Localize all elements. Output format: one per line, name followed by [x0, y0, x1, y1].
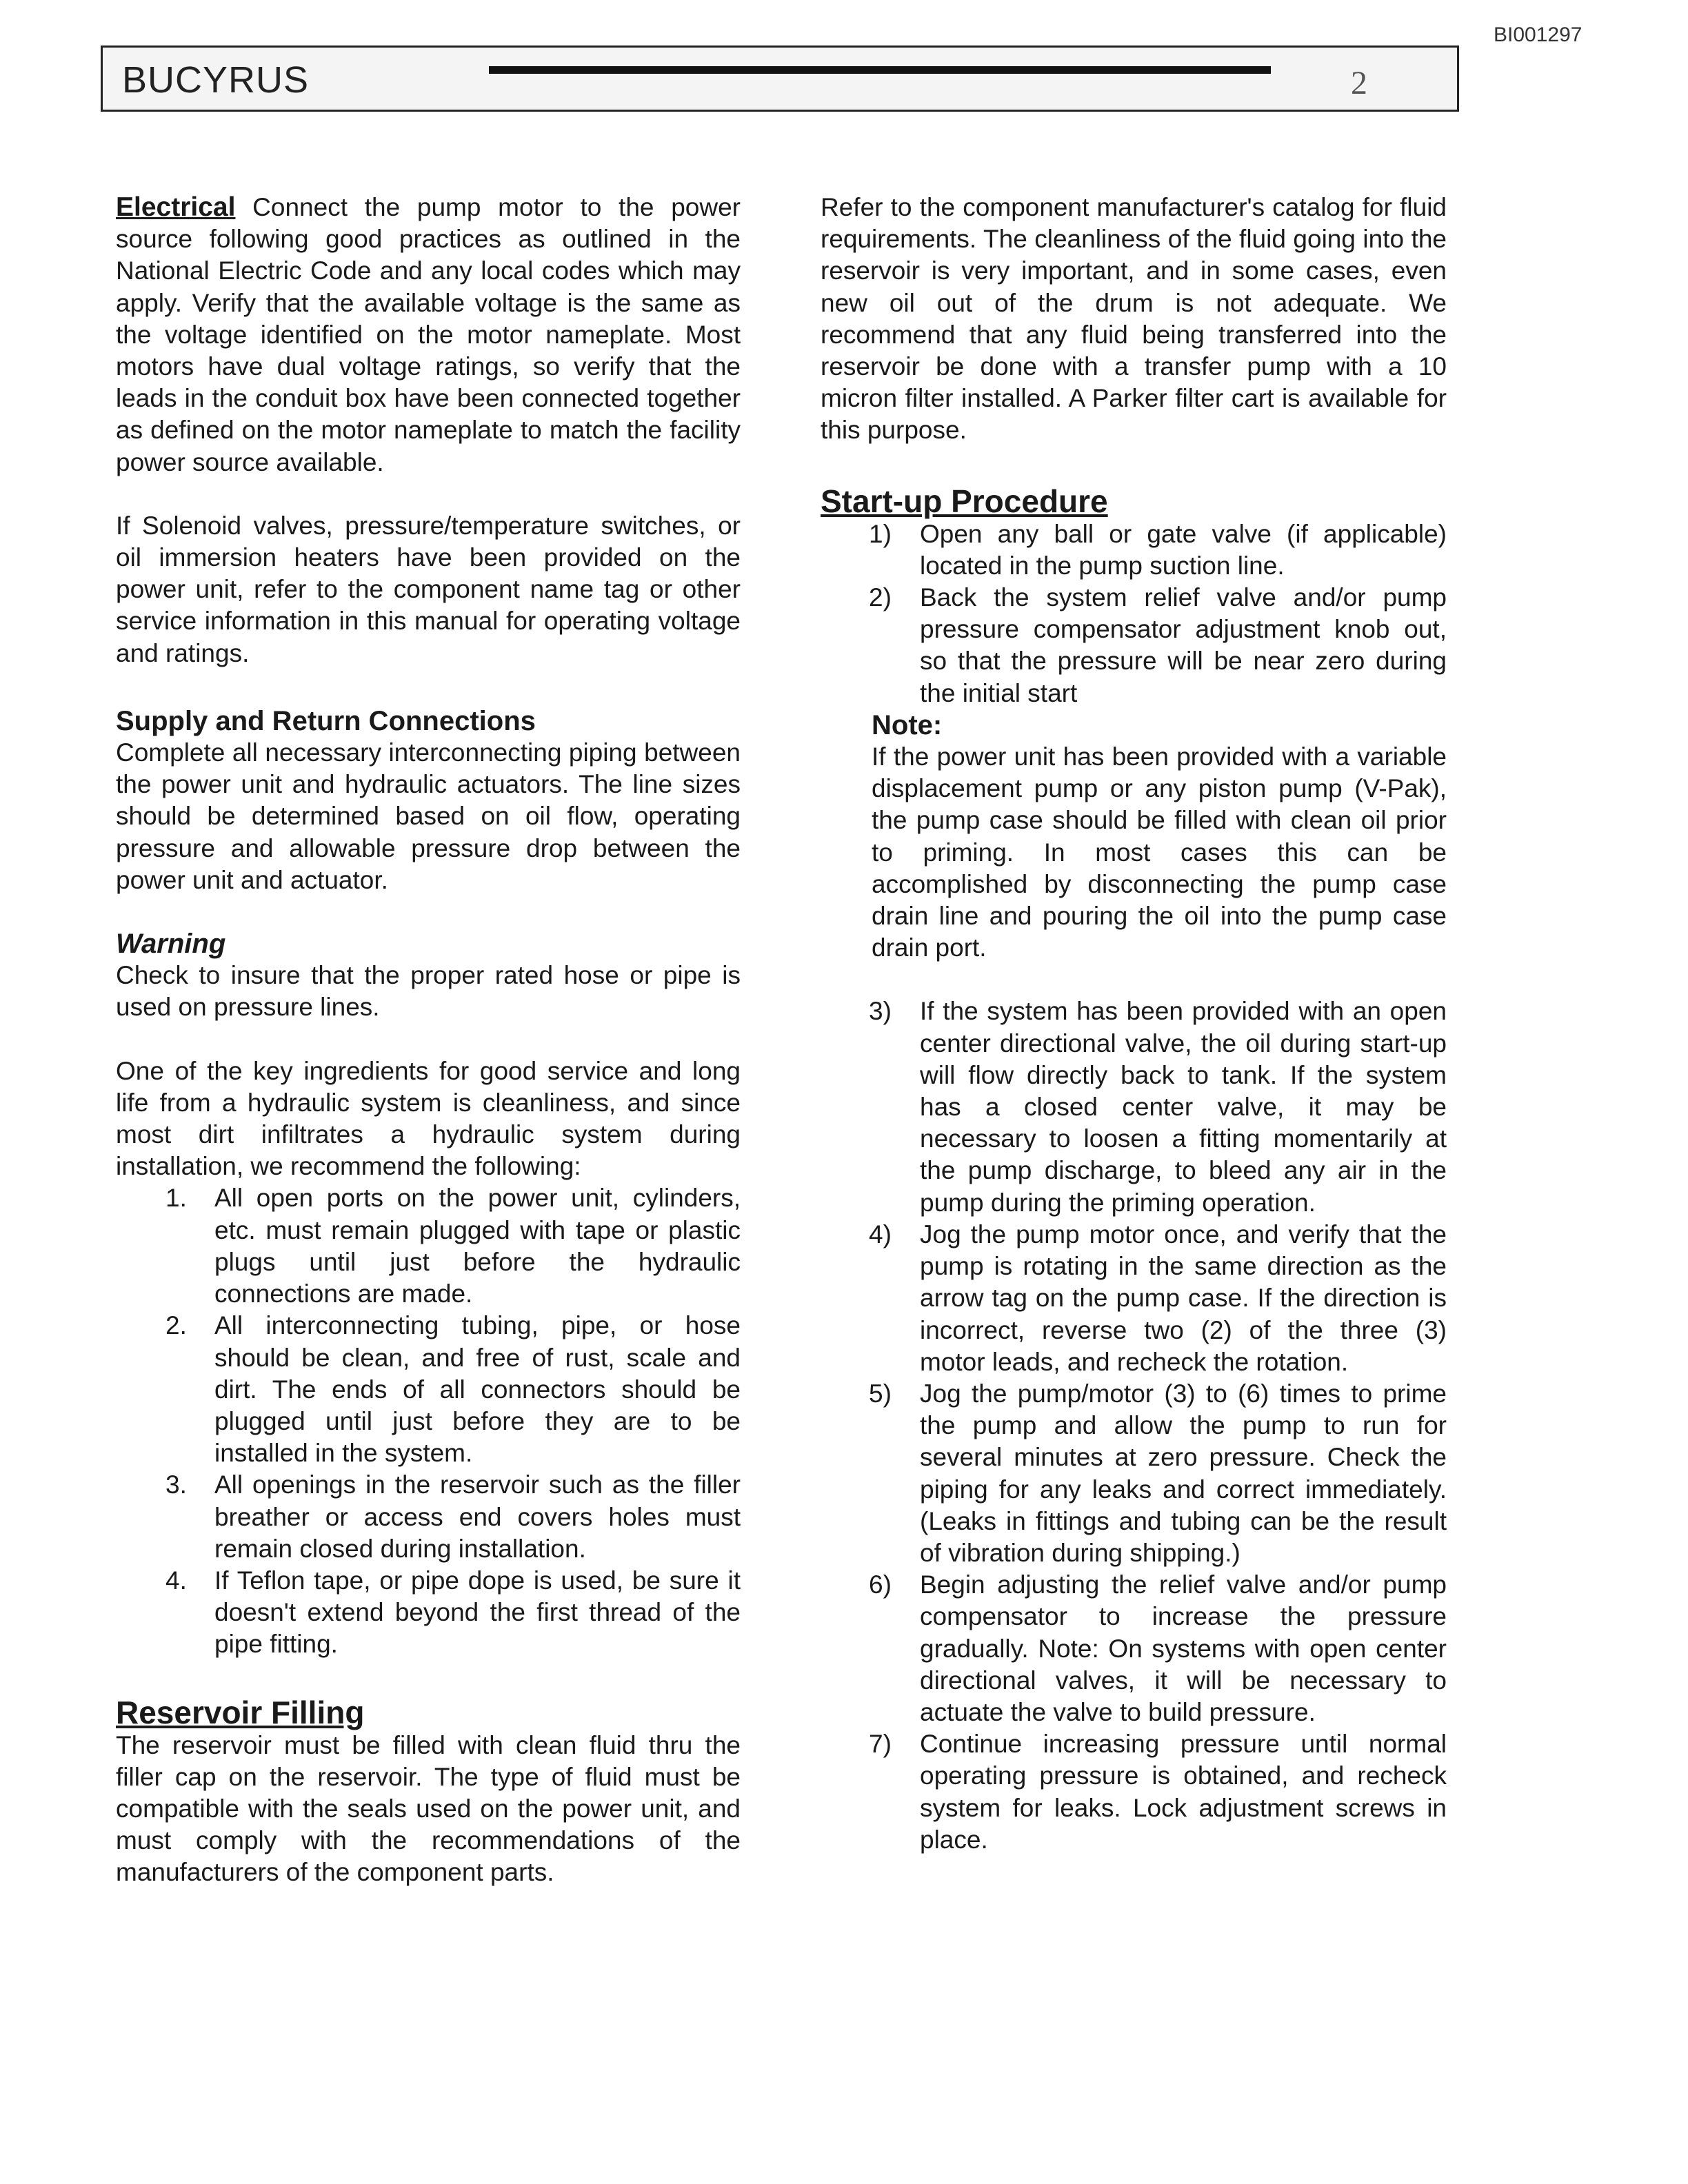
list-item: 6) Begin adjusting the relief valve and/or pump compensator to increase the pressure gradually. Note: On systems with open center directional valves, it will be necessary to actuate the valve to build pressure.	[869, 1570, 1447, 1726]
recommendation-list	[116, 1182, 741, 1660]
header-rule	[489, 66, 1271, 74]
left-column	[116, 192, 741, 1889]
electrical-heading: Electrical	[116, 192, 236, 222]
electrical-paragraph	[116, 192, 741, 478]
brand-name: BUCYRUS	[122, 59, 310, 101]
startup-procedure-heading: Start-up Procedure	[821, 483, 1108, 519]
list-item: 1) Open any ball or gate valve (if applicable) located in the pump suction line.	[869, 519, 1447, 580]
solenoid-paragraph: If Solenoid valves, pressure/temperature switches, or oil immersion heaters have been provided on the power unit, refer to the component name tag or other service information in this manual for operating voltage and ratings.	[116, 511, 741, 667]
startup-steps-list-continued	[821, 995, 1447, 1855]
warning-heading: Warning	[116, 929, 226, 960]
document-id: BI001297	[1494, 23, 1582, 46]
list-item: 4) Jog the pump motor once, and verify that the pump is rotating in the same direction as the arrow tag on the pump case. If the direction is incorrect, reverse two (2) of the three (3) motor leads, and recheck the rotation.	[869, 1220, 1447, 1376]
list-item: 5) Jog the pump/motor (3) to (6) times to prime the pump and allow the pump to run for several minutes at zero pressure. Check the piping for any leaks and correct immediately. (Leaks in fittings and tubing can be the result of vibration during shipping.)	[869, 1379, 1447, 1567]
list-item: 4. If Teflon tape, or pipe dope is used, be sure it doesn't extend beyond the first thread of the pipe fitting.	[165, 1566, 741, 1659]
reservoir-filling-paragraph: The reservoir must be filled with clean fluid thru the filler cap on the reservoir. The type of fluid must be compatible with the seals used on the power unit, and must comply with the recommendations of the manufacturers of the component parts.	[116, 1730, 741, 1887]
list-item: 7) Continue increasing pressure until normal operating pressure is obtained, and recheck system for leaks. Lock adjustment screws in place.	[869, 1730, 1447, 1854]
electrical-text: Connect the pump motor to the power source following good practices as outlined in the National Electric Code and any local codes which may apply. Verify that the available voltage is the same as the voltage identified on the motor nameplate. Most motors have dual voltage ratings, so verify that the leads in the conduit box have been connected together as defined on the motor nameplate to match the facility power source available.	[116, 193, 741, 476]
list-item: 1. All open ports on the power unit, cylinders, etc. must remain plugged with tape or plastic plugs until just before the hydraulic connections are made.	[165, 1184, 741, 1308]
supply-return-heading: Supply and Return Connections	[116, 705, 536, 736]
note-paragraph: If the power unit has been provided with a variable displacement pump or any piston pump (V-Pak), the pump case should be filled with clean oil prior to priming. In most cases this can be accomplished by disconnecting the pump case drain line and pouring the oil into the pump case drain port.	[872, 742, 1447, 962]
list-item: 3) If the system has been provided with an open center directional valve, the oil during start-up will flow directly back to tank. If the system has a closed center valve, it may be necessary to loosen a fitting momentarily at the pump discharge, to bleed any air in the pump during the priming operation.	[869, 997, 1447, 1217]
warning-paragraph: Check to insure that the proper rated hose or pipe is used on pressure lines.	[116, 961, 741, 1022]
cleanliness-paragraph: One of the key ingredients for good service and long life from a hydraulic system is cleanliness, and since most dirt infiltrates a hydraulic system during installation, we recommend the following:	[116, 1056, 741, 1181]
supply-return-paragraph: Complete all necessary interconnecting piping between the power unit and hydraulic actuators. The line sizes should be determined based on oil flow, operating pressure and allowable pressure drop between the power unit and actuator.	[116, 738, 741, 894]
fluid-paragraph: Refer to the component manufacturer's catalog for fluid requirements. The cleanliness of the fluid going into the reservoir is very important, and in some cases, even new oil out of the drum is not adequate. We recommend that any fluid being transferred into the reservoir be done with a transfer pump with a 10 micron filter installed. A Parker filter cart is available for this purpose.	[821, 193, 1447, 445]
page-number: 2	[1351, 65, 1367, 101]
reservoir-filling-heading: Reservoir Filling	[116, 1694, 365, 1730]
startup-steps-list	[821, 518, 1447, 709]
list-item: 2) Back the system relief valve and/or pump pressure compensator adjustment knob out, so that the pressure will be near zero during the initial start	[869, 583, 1447, 707]
note-label: Note:	[872, 709, 943, 740]
list-item: 3. All openings in the reservoir such as the filler breather or access end covers holes must remain closed during installation.	[165, 1470, 741, 1563]
page-header	[101, 46, 1459, 112]
list-item: 2. All interconnecting tubing, pipe, or hose should be clean, and free of rust, scale and dirt. The ends of all connectors should be plugged until just before they are to be installed in the system.	[165, 1311, 741, 1468]
right-column	[821, 192, 1447, 1856]
